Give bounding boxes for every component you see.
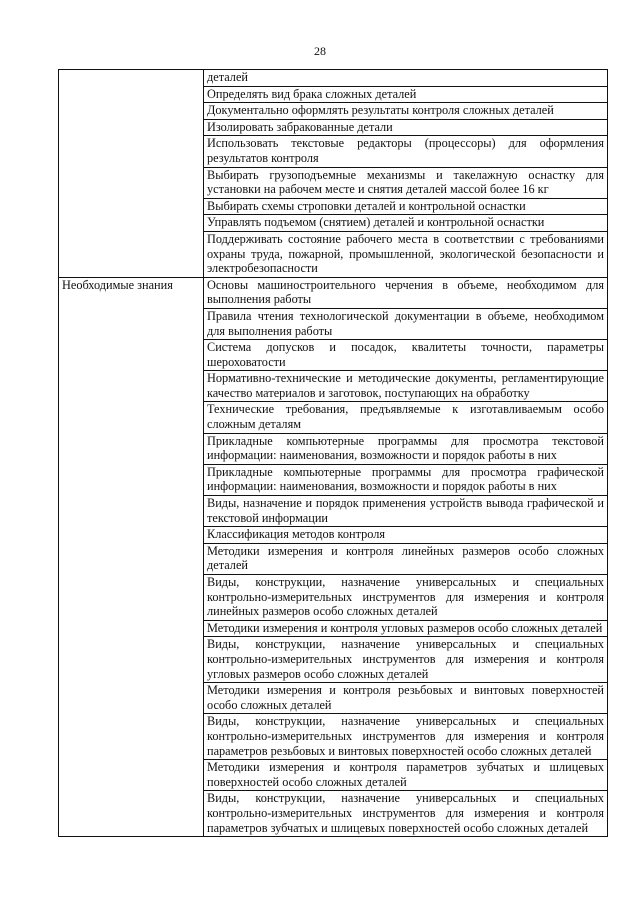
knowledge-item: Виды, конструкции, назначение универсальных и специальных контрольно-измерительных инструментов для измерения и контроля угловых размеров особо сложных деталей	[204, 637, 608, 683]
knowledge-item: Виды, конструкции, назначение универсальных и специальных контрольно-измерительных инструментов для измерения и контроля параметров зубчатых и шлицевых поверхностей особо сложных деталей	[204, 791, 608, 837]
skills-label-cell	[59, 70, 204, 278]
requirements-table	[58, 69, 608, 837]
table-row	[59, 277, 608, 308]
knowledge-item: Прикладные компьютерные программы для просмотра графической информации: наименования, возможности и порядок работы в них	[204, 464, 608, 495]
knowledge-item: Технические требования, предъявляемые к изготавливаемым особо сложным деталям	[204, 402, 608, 433]
skill-item: Документально оформлять результаты контроля сложных деталей	[204, 103, 608, 120]
skill-item: Поддерживать состояние рабочего места в соответствии с требованиями охраны труда, пожарной, промышленной, экологической безопасности и электробезопасности	[204, 231, 608, 277]
knowledge-item: Методики измерения и контроля параметров зубчатых и шлицевых поверхностей особо сложных деталей	[204, 760, 608, 791]
knowledge-label: Необходимые знания	[62, 277, 173, 292]
skill-item: Определять вид брака сложных деталей	[204, 86, 608, 103]
knowledge-item: Прикладные компьютерные программы для просмотра текстовой информации: наименования, возможности и порядок работы в них	[204, 433, 608, 464]
skill-item: Изолировать забракованные детали	[204, 119, 608, 136]
knowledge-item: Виды, конструкции, назначение универсальных и специальных контрольно-измерительных инструментов для измерения и контроля линейных размеров особо сложных деталей	[204, 575, 608, 621]
skill-item: Управлять подъемом (снятием) деталей и контрольной оснастки	[204, 215, 608, 232]
knowledge-item: Виды, назначение и порядок применения устройств вывода графической и текстовой информации	[204, 496, 608, 527]
page-number: 28	[314, 44, 326, 58]
knowledge-label-cell	[59, 277, 204, 836]
knowledge-item: Классификация методов контроля	[204, 527, 608, 544]
table-row	[59, 70, 608, 87]
knowledge-item: Методики измерения и контроля резьбовых и винтовых поверхностей особо сложных деталей	[204, 683, 608, 714]
knowledge-item: Нормативно-технические и методические документы, регламентирующие качество материалов и заготовок, поступающих на обработку	[204, 371, 608, 402]
skill-item: Использовать текстовые редакторы (процессоры) для оформления результатов контроля	[204, 136, 608, 167]
skill-item: деталей	[204, 70, 608, 87]
knowledge-item: Методики измерения и контроля линейных размеров особо сложных деталей	[204, 543, 608, 574]
knowledge-item: Виды, конструкции, назначение универсальных и специальных контрольно-измерительных инструментов для измерения и контроля параметров резьбовых и винтовых поверхностей особо сложных деталей	[204, 714, 608, 760]
knowledge-item: Система допусков и посадок, квалитеты точности, параметры шероховатости	[204, 340, 608, 371]
knowledge-item: Правила чтения технологической документации в объеме, необходимом для выполнения работы	[204, 308, 608, 339]
skill-item: Выбирать схемы строповки деталей и контрольной оснастки	[204, 198, 608, 215]
skill-item: Выбирать грузоподъемные механизмы и такелажную оснастку для установки на рабочем месте и снятия деталей массой более 16 кг	[204, 167, 608, 198]
knowledge-item: Методики измерения и контроля угловых размеров особо сложных деталей	[204, 620, 608, 637]
knowledge-item: Основы машиностроительного черчения в объеме, необходимом для выполнения работы	[204, 277, 608, 308]
